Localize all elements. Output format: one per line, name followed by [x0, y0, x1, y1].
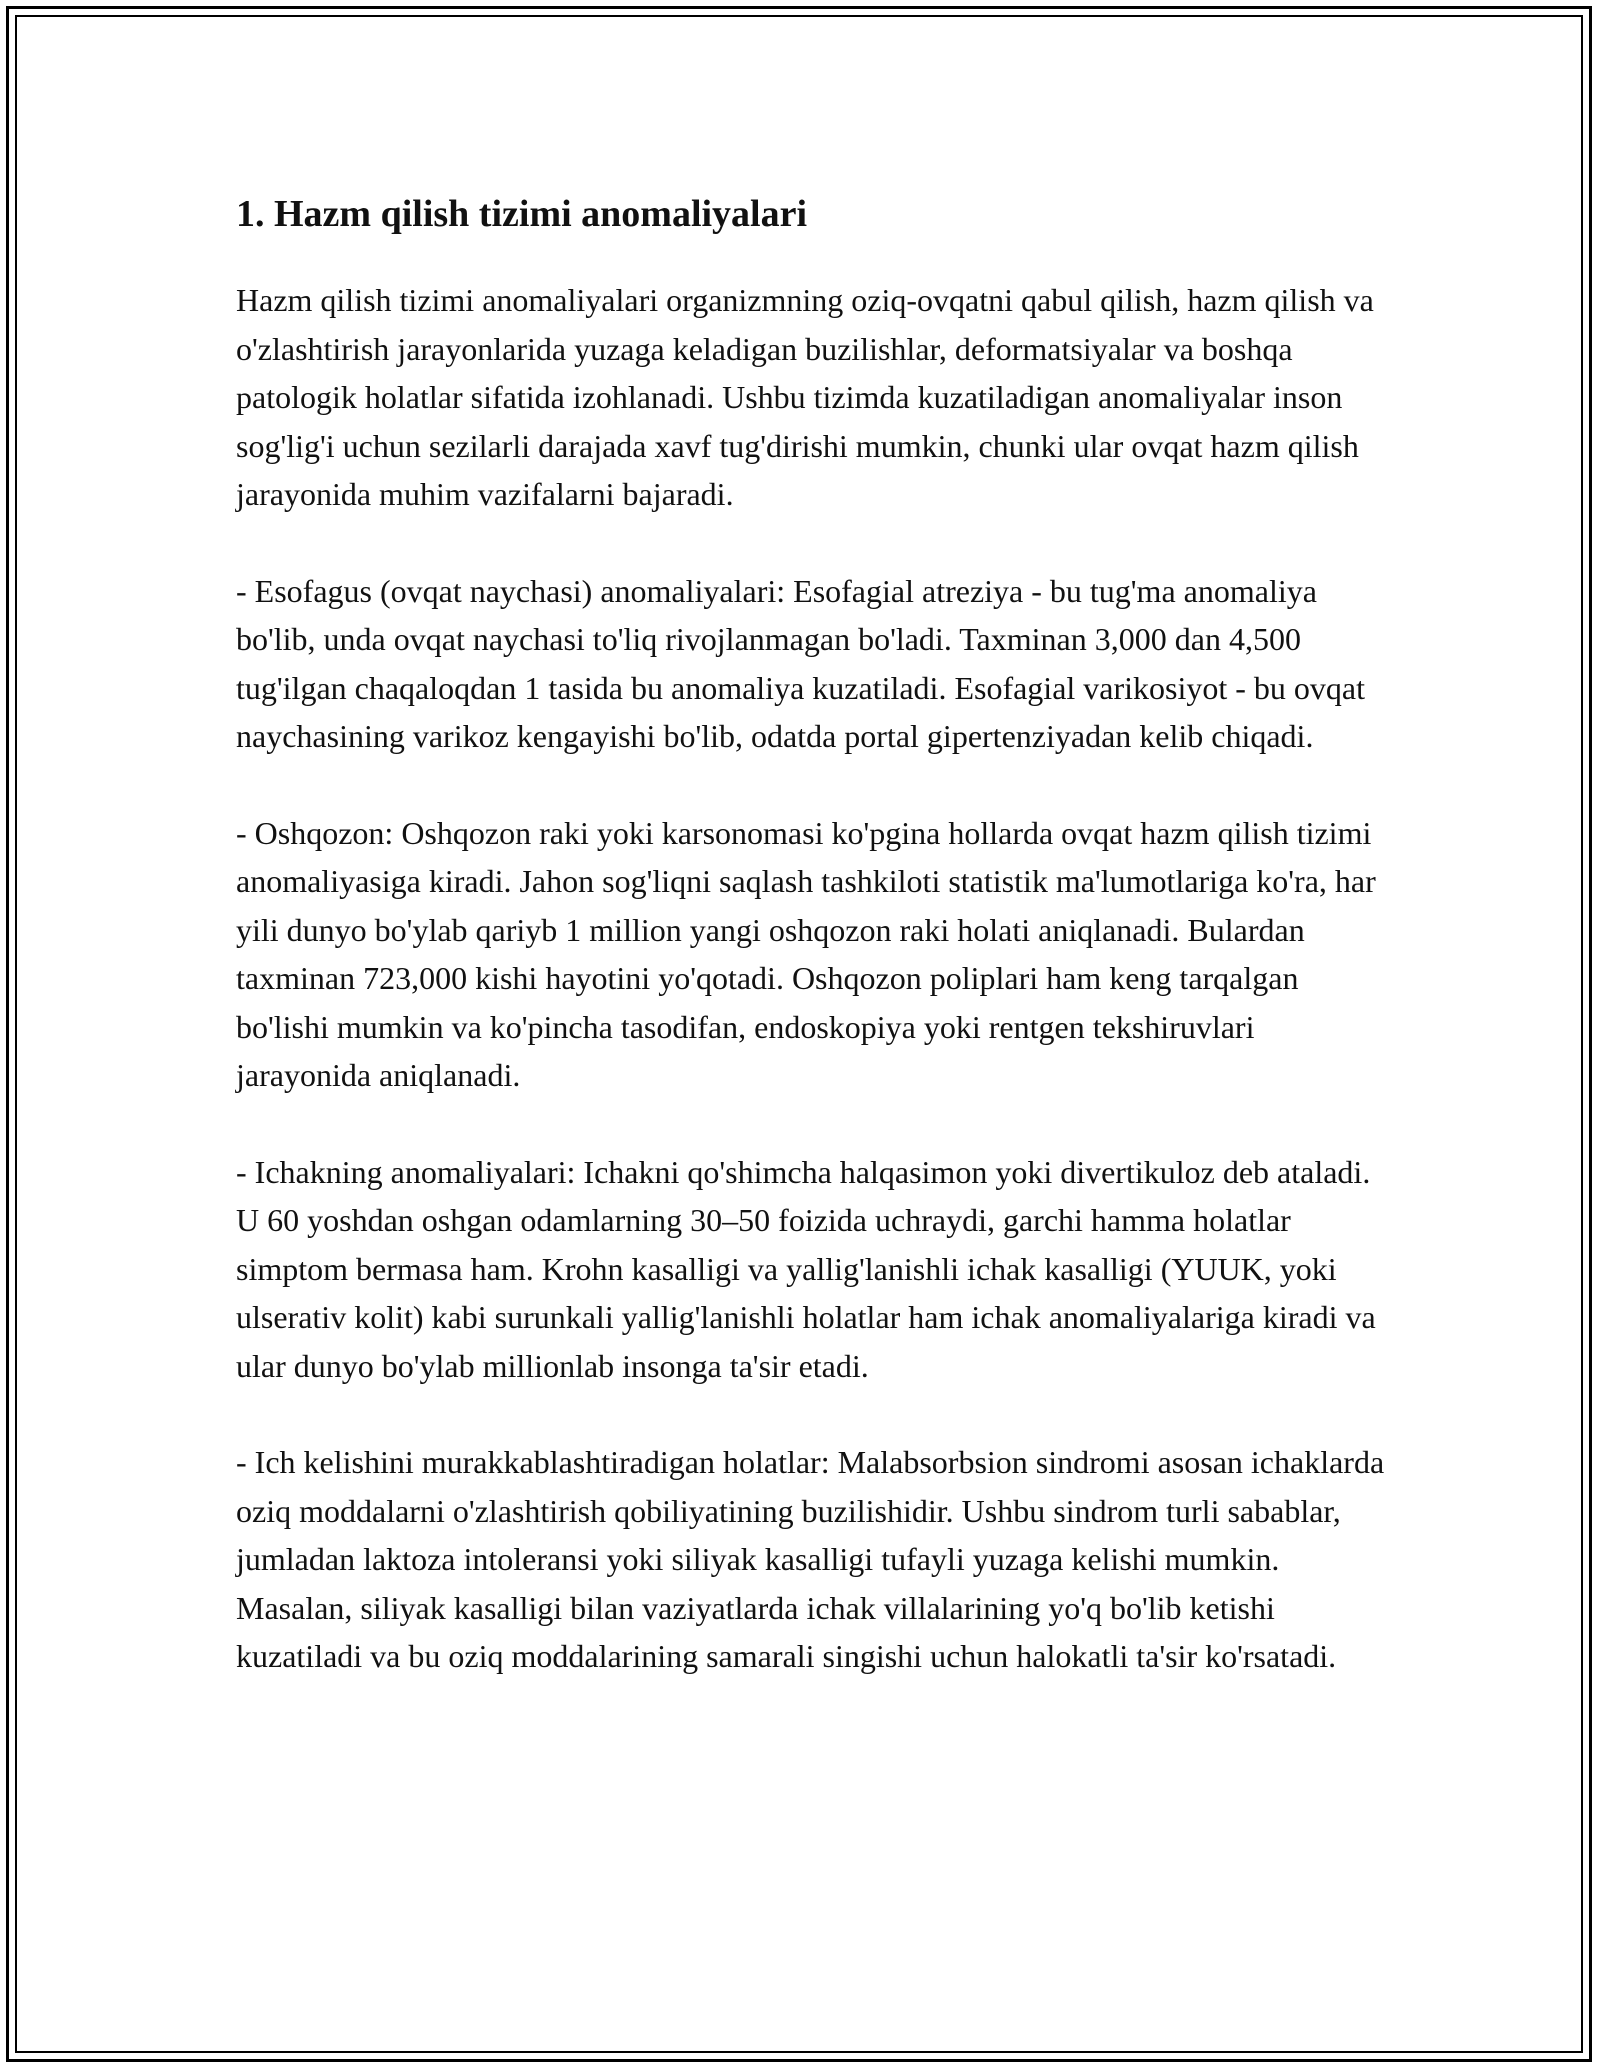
paragraph-stomach: - Oshqozon: Oshqozon raki yoki karsonomasi ko'pgina hollarda ovqat hazm qilish tizimi anomaliyasiga kiradi. Jahon sog'liqni saqlash tashkiloti statistik ma'lumotlariga ko'ra, har yili dunyo bo'ylab qariyb 1 million yangi oshqozon raki holati aniqlanadi. Bulardan taxminan 723,000 kishi hayotini yo'qotadi. Oshqozon poliplari ham keng tarqalgan bo'lishi mumkin va ko'pincha tasodifan, endoskopiya yoki rentgen tekshiruvlari jarayonida aniqlanadi.	[236, 814, 1376, 1093]
section-title: 1. Hazm qilish tizimi anomaliyalari	[236, 193, 808, 235]
paragraph-esophagus: - Esofagus (ovqat naychasi) anomaliyalari: Esofagial atreziya - bu tug'ma anomaliya bo'lib, unda ovqat naychasi to'liq rivojlanmagan bo'ladi. Taxminan 3,000 dan 4,500 tug'ilgan chaqaloqdan 1 tasida bu anomaliya kuzatiladi. Esofagial varikosiyot - bu ovqat naychasining varikoz kengayishi bo'lib, odatda portal gipertenziyadan kelib chiqadi.	[236, 572, 1366, 754]
document-body	[236, 186, 1396, 1729]
paragraph-malabsorption: - Ich kelishini murakkablashtiradigan holatlar: Malabsorbsion sindromi asosan ichaklarda oziq moddalarni o'zlashtirish qobiliyatining buzilishidir. Ushbu sindrom turli sabablar, jumladan laktoza intoleransi yoki siliyak kasalligi tufayli yuzaga kelishi mumkin. Masalan, siliyak kasalligi bilan vaziyatlarda ichak villalarining yo'q bo'lib ketishi kuzatiladi va bu oziq moddalarining samarali singishi uchun halokatli ta'sir ko'rsatadi.	[236, 1444, 1385, 1674]
paragraph-intro: Hazm qilish tizimi anomaliyalari organizmning oziq-ovqatni qabul qilish, hazm qilish va o'zlashtirish jarayonlarida yuzaga keladigan buzilishlar, deformatsiyalar va boshqa patologik holatlar sifatida izohlanadi. Ushbu tizimda kuzatiladigan anomaliyalar inson sog'lig'i uchun sezilarli darajada xavf tug'dirishi mumkin, chunki ular ovqat hazm qilish jarayonida muhim vazifalarni bajaradi.	[236, 282, 1374, 512]
paragraph-intestine: - Ichakning anomaliyalari: Ichakni qo'shimcha halqasimon yoki divertikuloz deb ataladi. U 60 yoshdan oshgan odamlarning 30–50 foizida uchraydi, garchi hamma holatlar simptom bermasa ham. Krohn kasalligi va yallig'lanishli ichak kasalligi (YUUK, yoki ulserativ kolit) kabi surunkali yallig'lanishli holatlar ham ichak anomaliyalariga kiradi va ular dunyo bo'ylab millionlab insonga ta'sir etadi.	[236, 1153, 1376, 1384]
